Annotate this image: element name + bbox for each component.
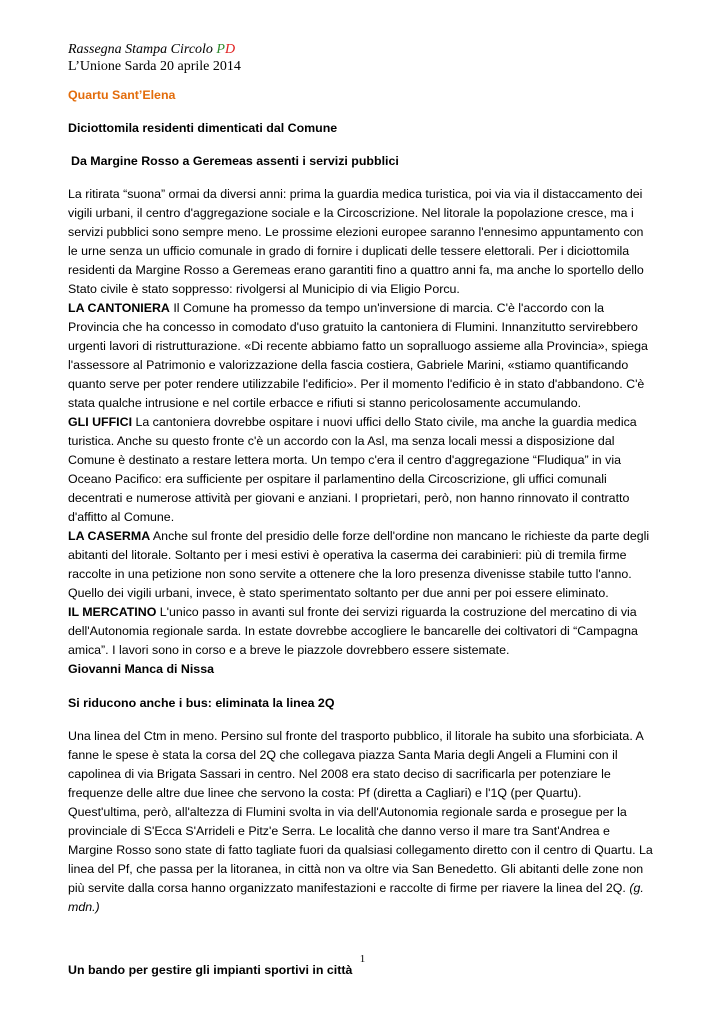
section-head: LA CASERMA <box>68 529 151 543</box>
article-title: Diciottomila residenti dimenticati dal Comune <box>68 121 338 135</box>
source-line: L’Unione Sarda 20 aprile 2014 <box>68 59 241 74</box>
section-head: LA CANTONIERA <box>68 301 170 315</box>
article-intro: La ritirata “suona” ormai da diversi anni: prima la guardia medica turistica, poi via via il distaccamento dei vigili urbani, il centro d'aggregazione sociale e la Circoscrizione. Nel litorale la popolazione cresce, ma i servizi pubblici sono sempre meno. Le prossime elezioni europee saranno l'ennesimo appuntamento con le urne senza un ufficio comunale in grado di fornire i duplicati delle tessere elettorali. Per i diciottomila residenti da Margine Rosso a Geremeas erano garantiti fino a quattro anni fa, ma anche lo sportello dello Stato civile è stato soppresso: rivolgersi al Municipio di via Eligio Porcu. <box>68 187 644 296</box>
section-text: Il Comune ha promesso da tempo un'inversione di marcia. C'è l'accordo con la Provincia che ha concesso in comodato d'uso gratuito la cantoniera di Flumini. Innanzitutto servirebbero urgenti lavori di ristrutturazione. «Di recente abbiamo fatto un sopralluogo assieme alla Provincia», spiega l'assessore al Patrimonio e valorizzazione della fascia costiera, Gabriele Marini, «stiamo quantificando quanto serve per poter rendere utilizzabile l'edificio». Per il momento l'edificio è in stato d'abbandono. C'è stata qualche intrusione e nel cortile erbacce e rifiuti si stanno pericolosamente accumulando. <box>68 301 648 410</box>
pd-logo-d: D <box>224 42 236 57</box>
article-author: Giovanni Manca di Nissa <box>68 662 214 676</box>
publication-line <box>68 41 241 58</box>
section-uffici <box>68 413 656 527</box>
section-head: IL MERCATINO <box>68 605 157 619</box>
press-review-header <box>68 41 241 75</box>
pd-logo-p: P <box>216 42 225 57</box>
section-head: GLI UFFICI <box>68 415 133 429</box>
section-text: L'unico passo in avanti sul fronte dei servizi riguarda la costruzione del mercatino di via dell'Autonomia regionale sarda. In estate dovrebbe accogliere le bancarelle dei coltivatori di “Campagna amica”. I lavori sono in corso e a breve le piazzole dovrebbero essere sistemate. <box>68 605 638 657</box>
section-text: Anche sul fronte del presidio delle forze dell'ordine non mancano le richieste da parte degli abitanti del litorale. Soltanto per i mesi estivi è operativa la caserma dei carabinieri: più di tremila firme raccolte in una petizione non sono servite a ottenere che la loro presenza divenisse stabile tutto l'anno. Quello dei vigili urbani, invece, è stato sperimentato soltanto per due anni per poi essere eliminato. <box>68 529 650 600</box>
document-body <box>68 86 656 980</box>
section-text: La cantoniera dovrebbe ospitare i nuovi uffici dello Stato civile, ma anche la guardia medica turistica. Anche su questo fronte c'è un accordo con la Asl, ma senza locali messi a disposizione dal Comune è destinato a restare lettera morta. Un tempo c'era il centro d'aggregazione “Fludiqua” in via Oceano Pacifico: era sufficiente per ospitare il parlamentino della Circoscrizione, gli uffici comunali decentrati e numerose attività per giovani e anziani. I proprietari, però, non hanno rinnovato il contratto d'affitto al Comune. <box>68 415 637 524</box>
section-cantoniera <box>68 299 656 413</box>
city-heading: Quartu Sant’Elena <box>68 88 176 102</box>
page-number: 1 <box>359 953 366 965</box>
section-mercatino <box>68 603 656 660</box>
article2-title: Si riducono anche i bus: eliminata la linea 2Q <box>68 696 335 710</box>
article3-title: Un bando per gestire gli impianti sportivi in città <box>68 963 353 977</box>
publication-name: Rassegna Stampa Circolo <box>68 42 217 57</box>
article2-text: Una linea del Ctm in meno. Persino sul fronte del trasporto pubblico, il litorale ha subito una sforbiciata. A fanne le spese è stata la corsa del 2Q che collegava piazza Santa Maria degli Angeli a Flumini con il capolinea di via Brigata Sassari in centro. Nel 2008 era stato deciso di sacrificarla per potenziare le frequenze delle altre due linee che servono la costa: Pf (diretta a Cagliari) e l'1Q (per Quartu). Quest'ultima, però, all'altezza di Flumini svolta in via dell'Autonomia regionale sarda e prosegue per la provinciale di S'Ecca S'Arrideli e Pitz'e Serra. Le località che danno verso il mare tra Sant'Andrea e Margine Rosso sono state di fatto tagliate fuori da qualsiasi collegamento diretto con il centro di Quartu. La linea del Pf, che passa per la litoranea, in città non va oltre via San Benedetto. Gli abitanti delle zone non più servite dalla corsa hanno organizzato manifestazioni e raccolte di firme per riavere la linea del 2Q. <box>68 729 653 895</box>
article2-body <box>68 727 656 917</box>
article2-signature: (g. mdn.) <box>68 881 644 914</box>
section-caserma <box>68 527 656 603</box>
article-subtitle: Da Margine Rosso a Geremeas assenti i servizi pubblici <box>71 154 399 168</box>
